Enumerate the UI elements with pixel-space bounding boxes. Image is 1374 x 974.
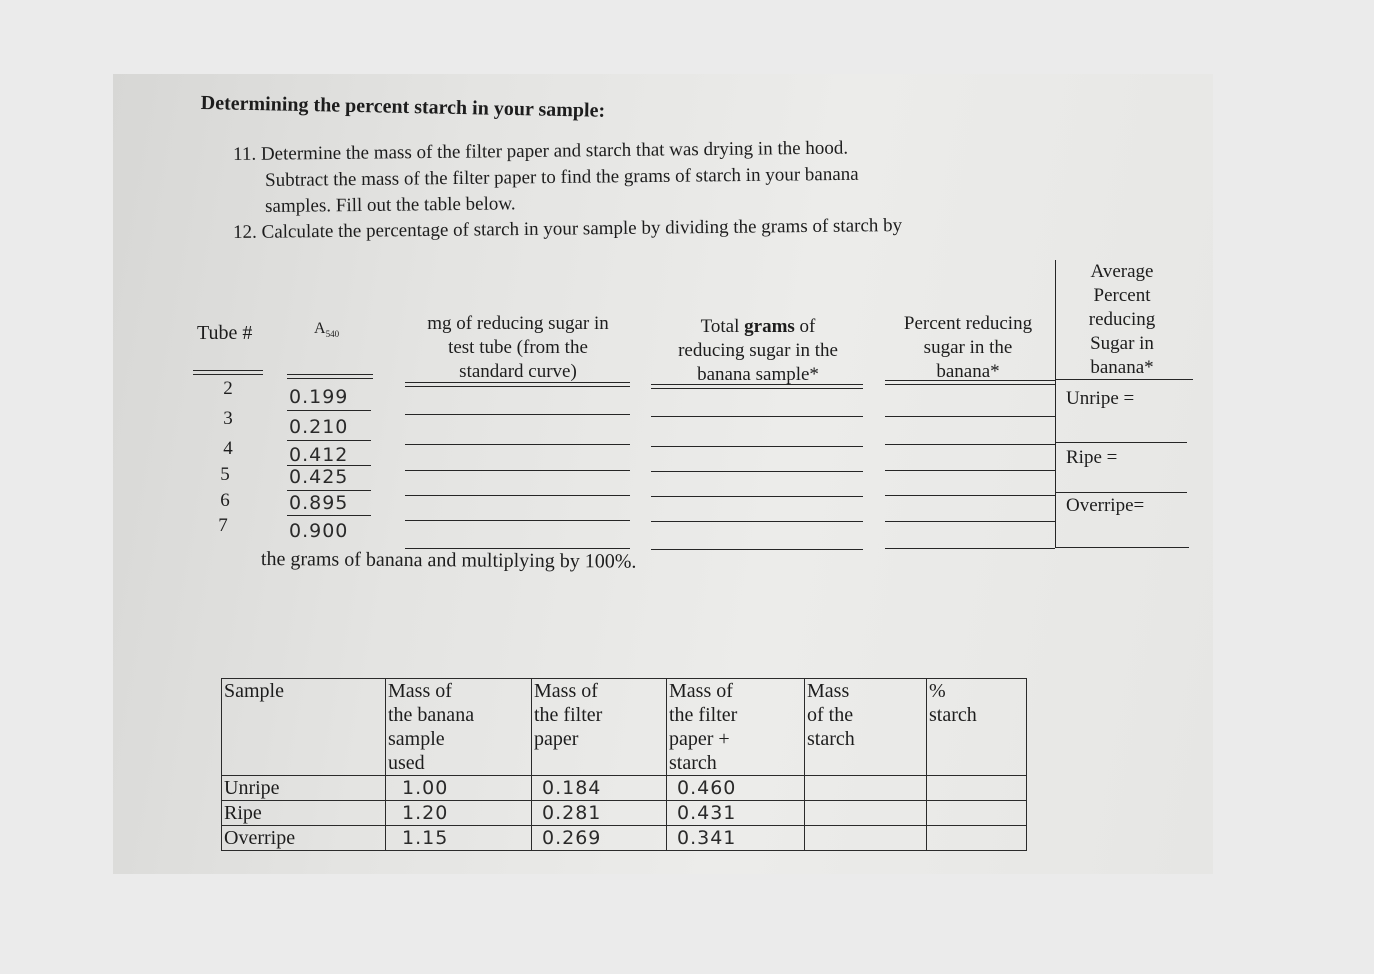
filter-starch-mass: 0.460 — [667, 776, 805, 801]
average-column-border — [1055, 260, 1056, 548]
header-underline-tube — [193, 370, 263, 375]
filter-starch-mass: 0.341 — [667, 826, 805, 851]
header-sample: Sample — [222, 679, 386, 776]
blank-line — [651, 471, 863, 472]
average-divider — [1055, 547, 1189, 548]
sample-name: Overripe — [222, 826, 386, 851]
tube-number: 4 — [223, 438, 233, 459]
header-underline-absorbance — [287, 374, 373, 379]
blank-line — [405, 470, 630, 471]
blank-line — [885, 444, 1055, 445]
header-total-grams: Total grams of reducing sugar in the banana sample* — [678, 316, 838, 385]
blank-line — [885, 548, 1055, 549]
tube-number: 6 — [220, 490, 230, 511]
blank-line — [405, 520, 630, 521]
row-line — [287, 515, 371, 516]
header-percent-starch: % starch — [927, 679, 1027, 776]
blank-line — [885, 416, 1055, 417]
blank-line — [885, 521, 1055, 522]
tube-number: 5 — [220, 464, 230, 485]
worksheet-page — [113, 74, 1213, 874]
header-percent-reducing: Percent reducing sugar in the banana* — [903, 313, 1033, 382]
filter-mass: 0.184 — [532, 776, 667, 801]
starch-mass-cell — [805, 801, 927, 826]
starch-mass-cell — [805, 776, 927, 801]
blank-line — [885, 470, 1055, 471]
header-average-percent: Average Percent reducing Sugar in banana* — [1088, 261, 1156, 378]
header-mass-filter: Mass of the filter paper — [532, 679, 667, 776]
blank-line — [651, 496, 863, 497]
percent-starch-cell — [927, 801, 1027, 826]
header-underline-total — [651, 384, 863, 389]
row-line — [287, 465, 371, 466]
blank-line — [405, 444, 630, 445]
average-ripe-label: Ripe = — [1066, 447, 1118, 468]
blank-line — [651, 521, 863, 522]
absorbance-value: 0.425 — [289, 466, 349, 488]
absorbance-value: 0.210 — [289, 416, 349, 438]
blank-line — [405, 414, 630, 415]
banana-mass: 1.15 — [386, 826, 532, 851]
table-row — [222, 826, 1027, 851]
absorbance-value: 0.199 — [289, 386, 349, 408]
absorbance-value: 0.895 — [289, 492, 349, 514]
header-mass-banana: Mass of the banana sample used — [386, 679, 532, 776]
filter-mass: 0.281 — [532, 801, 667, 826]
instruction-11-line1: 11. Determine the mass of the filter paper and starch that was drying in the hood. — [233, 137, 849, 165]
blank-line — [405, 495, 630, 496]
percent-starch-cell — [927, 826, 1027, 851]
average-unripe-label: Unripe = — [1066, 388, 1135, 409]
tube-number: 7 — [218, 515, 228, 536]
percent-starch-cell — [927, 776, 1027, 801]
average-divider — [1055, 442, 1187, 443]
header-mass-starch: Mass of the starch — [805, 679, 927, 776]
section-heading: Determining the percent starch in your sample: — [200, 92, 606, 122]
average-divider — [1055, 492, 1187, 493]
header-underline-percent — [885, 380, 1055, 385]
instruction-12-line1: 12. Calculate the percentage of starch in your sample by dividing the grams of starch by — [233, 214, 903, 243]
tube-number: 2 — [223, 378, 233, 399]
header-tube: Tube # — [197, 322, 253, 344]
blank-line — [651, 446, 863, 447]
blank-line — [651, 416, 863, 417]
header-absorbance: $A_{540}$ — [314, 320, 340, 340]
row-line — [287, 440, 371, 441]
filter-starch-mass: 0.431 — [667, 801, 805, 826]
table-row — [222, 776, 1027, 801]
sample-name: Unripe — [222, 776, 386, 801]
banana-mass: 1.00 — [386, 776, 532, 801]
instruction-12-continuation: the grams of banana and multiplying by 100%. — [260, 548, 637, 573]
instruction-11-line2: Subtract the mass of the filter paper to find the grams of starch in your banana — [265, 163, 859, 191]
row-line — [287, 410, 371, 411]
sample-name: Ripe — [222, 801, 386, 826]
row-line — [287, 490, 371, 491]
average-overripe-label: Overripe= — [1066, 495, 1145, 516]
mass-table-header-row — [222, 679, 1027, 776]
header-underline-average — [1055, 379, 1193, 380]
absorbance-value: 0.900 — [289, 520, 349, 542]
table-row — [222, 801, 1027, 826]
header-mg-sugar: mg of reducing sugar in test tube (from the standard curve) — [427, 313, 609, 382]
absorbance-value: 0.412 — [289, 444, 349, 466]
header-underline-mg — [405, 382, 630, 387]
instruction-11-line3: samples. Fill out the table below. — [265, 193, 516, 217]
header-mass-filter-starch: Mass of the filter paper + starch — [667, 679, 805, 776]
filter-mass: 0.269 — [532, 826, 667, 851]
banana-mass: 1.20 — [386, 801, 532, 826]
tube-number: 3 — [223, 408, 233, 429]
blank-line — [885, 495, 1055, 496]
starch-mass-cell — [805, 826, 927, 851]
blank-line — [651, 549, 863, 550]
mass-table — [221, 678, 1027, 851]
